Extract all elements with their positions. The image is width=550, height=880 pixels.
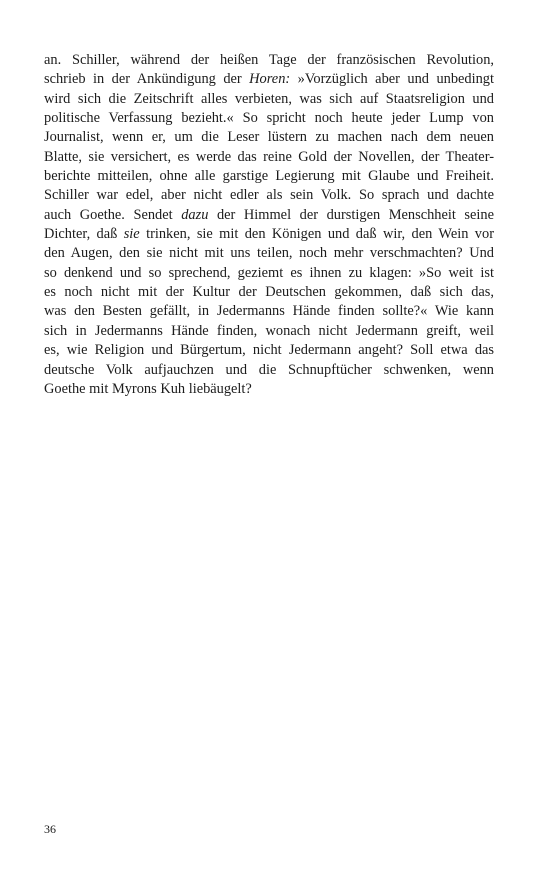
text-segment: wird sich die Zeitschrift alles verbieten, was sich auf Staatsreligion und bbox=[44, 90, 494, 107]
text-segment: Journalist, wenn er, um die Leser lüstern zu machen nach dem neuen bbox=[44, 129, 494, 146]
text-line bbox=[44, 90, 494, 109]
text-segment: an. Schiller, während der heißen Tage der französischen Revolution, bbox=[44, 52, 494, 68]
text-line bbox=[44, 341, 494, 360]
text-segment: der Himmel der durstigen Menschheit seine bbox=[208, 206, 494, 223]
text-line bbox=[44, 206, 494, 225]
text-line bbox=[44, 380, 494, 399]
text-line bbox=[44, 70, 494, 89]
text-segment: schrieb in der Ankündigung der bbox=[44, 71, 250, 88]
text-segment: den Augen, den sie nicht mit uns teilen, noch mehr verschmachten? Und bbox=[44, 245, 494, 262]
text-line bbox=[44, 225, 494, 244]
text-line bbox=[44, 244, 494, 263]
text-segment: »Vorzüglich aber und unbedingt bbox=[290, 71, 494, 88]
text-segment: Goethe mit Myrons Kuh liebäugelt? bbox=[44, 380, 252, 397]
body-text bbox=[44, 51, 494, 399]
italic-text: sie bbox=[123, 226, 140, 243]
text-line bbox=[44, 361, 494, 380]
text-segment: so denkend und so sprechend, geziemt es ihnen zu klagen: »So weit ist bbox=[44, 264, 494, 281]
text-segment: Blatte, sie versichert, es werde das reine Gold der Novellen, der Theater- bbox=[44, 148, 494, 165]
text-segment: es noch nicht mit der Kultur der Deutschen gekommen, daß sich das, bbox=[44, 284, 494, 301]
text-line bbox=[44, 51, 494, 70]
text-line bbox=[44, 322, 494, 341]
text-line bbox=[44, 283, 494, 302]
text-segment: auch Goethe. Sendet bbox=[44, 206, 182, 223]
italic-text: dazu bbox=[181, 206, 209, 223]
text-segment: berichte mitteilen, ohne alle garstige Legierung mit Glaube und Freiheit. bbox=[44, 168, 494, 185]
text-segment: sich in Jedermanns Hände finden, wonach nicht Jedermann greift, weil bbox=[44, 322, 494, 339]
text-segment: Schiller war edel, aber nicht edler als sein Volk. So sprach und dachte bbox=[44, 187, 494, 204]
text-segment: deutsche Volk aufjauchzen und die Schnupftücher schwenken, wenn bbox=[44, 361, 494, 378]
text-segment: was den Besten gefällt, in Jedermanns Hände finden sollte?« Wie kann bbox=[44, 303, 494, 320]
text-line bbox=[44, 186, 494, 205]
text-line bbox=[44, 302, 494, 321]
page-number: 36 bbox=[44, 822, 56, 836]
text-segment: es, wie Religion und Bürgertum, nicht Jedermann angeht? Soll etwa das bbox=[44, 342, 494, 359]
italic-text: Horen: bbox=[249, 71, 291, 88]
text-line bbox=[44, 148, 494, 167]
text-segment: trinken, sie mit den Königen und daß wir, den Wein vor bbox=[139, 226, 494, 243]
text-line bbox=[44, 264, 494, 283]
text-segment: Dichter, daß bbox=[44, 226, 124, 243]
text-line bbox=[44, 109, 494, 128]
text-line bbox=[44, 167, 494, 186]
text-line bbox=[44, 128, 494, 147]
text-segment: politische Verfassung bezieht.« So spricht noch heute jeder Lump von bbox=[44, 110, 494, 127]
